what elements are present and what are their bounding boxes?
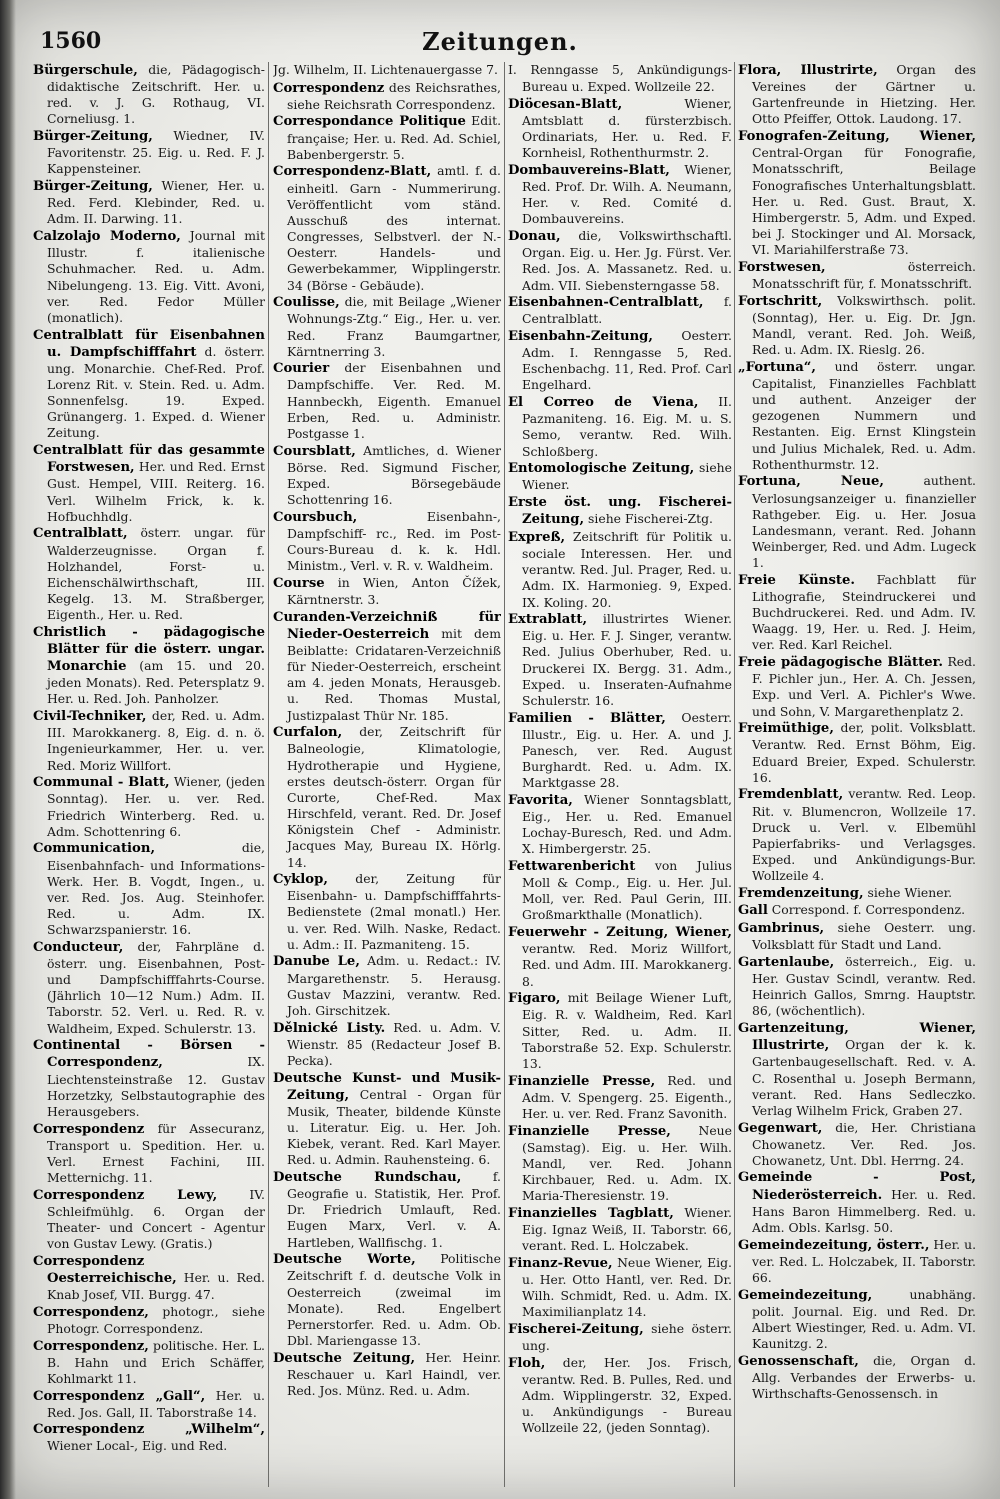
entry-text: der, Her. Jos. Frisch, verantw. Red. B. Pulles, Red. und Adm. Wipplingerstr. 32, Exped. u. Ankündigungs - Bureau Wollzeile 22, (jeden Sonntag).: [522, 1354, 732, 1436]
directory-entry: [33, 178, 265, 227]
entry-text: Jg. Wilhelm, II. Lichtenauergasse 7.: [273, 62, 498, 77]
entry-title: Gambrinus,: [738, 921, 825, 937]
entry-text: die, Pädagogisch-didaktische Zeitschrift. Her. u. red. v. J. G. Rothaug, VI. Corneliusg. 1.: [47, 62, 265, 127]
entry-title: Dělnické Listy.: [273, 1020, 386, 1036]
entry-title: Correspondenz: [273, 80, 385, 96]
entry-title: Correspondenz: [33, 1121, 145, 1137]
directory-entry: [738, 1169, 976, 1236]
directory-entry: [508, 710, 732, 792]
directory-entry: [738, 786, 976, 884]
entry-title: Calzolajo Moderno,: [33, 229, 181, 245]
entry-title: Dombauvereins-Blatt,: [508, 162, 670, 178]
entry-title: Curfalon,: [273, 725, 343, 741]
column-3: [508, 62, 732, 1492]
directory-entry: [273, 1169, 501, 1251]
directory-entry: [273, 1070, 501, 1169]
entry-title: Finanzielle Presse,: [508, 1123, 671, 1139]
entry-title: Centralblatt,: [33, 526, 128, 542]
entry-title: Fremdenblatt,: [738, 787, 844, 803]
entry-title: Coulisse,: [273, 295, 340, 311]
entry-text: politische. Her. L. B. Hahn und Erich Schäffer, Kohlmarkt 11.: [47, 1337, 265, 1386]
entry-text: Wiedner, IV. Favoritenstr. 25. Eig. u. Red. F. J. Kappensteiner.: [47, 128, 265, 177]
directory-entry: [508, 1321, 732, 1354]
entry-title: Finanzielle Presse,: [508, 1073, 656, 1089]
directory-entry: [738, 902, 976, 919]
entry-title: Diöcesan-Blatt,: [508, 96, 623, 112]
entry-text: Fachblatt für Lithografie, Steindruckerei und Buchdruckerei. Red. und Adm. IV. Waagg. 19, Her. u. Red. J. Heim, ver. Red. Karl Reichel.: [752, 571, 976, 653]
entry-title: Correspondenz „Wilhelm“,: [33, 1422, 265, 1438]
entry-text: Central - Organ für Musik, Theater, bildende Künste u. Literatur. Eig. u. Her. Joh. Kiebek, verant. Red. Karl Mayer. Red. u. Admin. Rauhensteing. 6.: [287, 1086, 501, 1168]
entry-text: für Assecuranz, Transport u. Spedition. Her. u. Verl. Ernest Fachini, III. Metternichg. 11.: [47, 1120, 265, 1185]
entry-title: Figaro,: [508, 991, 561, 1007]
directory-entry: [273, 360, 501, 442]
entry-text: Wiener, Red. Prof. Dr. Wilh. A. Neumann, Her. v. Red. Comité d. Dombauvereins.: [522, 161, 732, 227]
entry-text: Neue (Samstag). Eig. u. Her. Wilh. Mandl, ver. Red. Johann Kirchbauer, Red. u. Adm. IX. Maria-Theresienstr. 19.: [522, 1122, 732, 1204]
column-1: [33, 62, 265, 1492]
entry-title: Gemeindezeitung, österr.,: [738, 1237, 930, 1253]
entry-title: Favorita,: [508, 792, 573, 808]
directory-entry: [508, 529, 732, 611]
entry-title: Correspondenz-Blatt,: [273, 164, 432, 180]
column-2: [273, 62, 501, 1492]
directory-entry: [508, 228, 732, 294]
directory-entry: [33, 442, 265, 525]
directory-entry: [738, 128, 976, 258]
entry-title: Coursbuch,: [273, 509, 358, 525]
entry-title: Erste öst. ung. Fischerei-Zeitung,: [508, 495, 732, 528]
directory-entry: [508, 1355, 732, 1437]
entry-text: IV. Schleifmühlg. 6. Organ der Theater- und Concert - Agentur von Gustav Lewy. (Gratis.): [47, 1186, 265, 1252]
entry-title: Bürger-Zeitung,: [33, 129, 153, 145]
entry-text: Her. und Red. Ernst Gust. Hempel, VIII. Reiterg. 16. Verl. Wilhelm Frick, k. k. Hofbuchhdlg.: [47, 459, 265, 524]
entry-title: Continental - Börsen - Correspondenz,: [33, 1038, 265, 1071]
directory-entry: [508, 494, 732, 528]
entry-title: Courier: [273, 361, 330, 377]
entry-text: I. Renngasse 5, Ankündigungs-Bureau u. Exped. Wollzeile 22.: [508, 62, 732, 95]
directory-entry: [273, 953, 501, 1019]
entry-text: IX. Liechtensteinstraße 12. Gustav Horzetzky, Selbstautographie des Herausgebers.: [47, 1054, 265, 1119]
directory-entry: [33, 624, 265, 708]
entry-text: der, Fahrpläne d. österr. ung. Eisenbahnen, Post- und Dampfschifffahrts-Course. (Jährlich 10—12 Num.) Adm. II. Taborstr. 52. Verl. u. Red. R. v. Waldheim, Exped. Schulerstr. 13.: [47, 938, 265, 1036]
entry-text: Edit. française; Her. u. Red. Ad. Schiel, Babenbergerstr. 5.: [287, 113, 501, 162]
entry-text: Central-Organ für Fonografie, Monatsschrift, Beilage Fonografisches Unterhaltungsblatt. Her. u. Red. Gust. Braut, X. Himbergerstr. 5, Adm. und Exped. bei J. Stockinger und Al. Morsack, VI. Mariahilferstraße 73.: [752, 145, 976, 258]
directory-entry: [33, 840, 265, 938]
entry-text: und österr. ungar. Capitalist, Finanzielles Fachblatt und authent. Anzeiger der gezogenen Nummern und Restanten. Eig. Ernst Klingstein und Julius Michalek, Red. u. Adm. Rothenthurmstr. 12.: [752, 358, 976, 472]
entry-text: f. Centralblatt.: [522, 294, 732, 327]
entry-text: f. Geografie u. Statistik, Her. Prof. Dr. Friedrich Umlauft, Red. Eugen Marx, Verl. v. A. Hartleben, Wallfischg. 1.: [287, 1168, 501, 1250]
entry-title: Civil-Techniker,: [33, 709, 147, 725]
entry-title: Fettwarenbericht: [508, 859, 636, 874]
directory-entry: [738, 473, 976, 571]
entry-text: die, Eisenbahnfach- und Informations-Werk. Her. B. Vogdt, Ingen., u. ver. Red. Jos. Aug. Steinhofer. Red. u. Adm. IX. Schwarzspanierstr. 16.: [47, 840, 265, 938]
entry-text: verantw. Red. Moriz Willfort, Red. und Adm. III. Marokkanerg. 8.: [522, 941, 732, 989]
entry-title: Forstwesen,: [738, 259, 826, 275]
entry-title: Fortschritt,: [738, 293, 823, 309]
directory-entry: [33, 525, 265, 623]
directory-entry: [508, 1255, 732, 1321]
entry-text: verantw. Red. Leop. Rit. v. Blumencron, Wollzeile 17. Druck u. Verl. v. Elbemühl Papierfabriks- und Verlagsges. Exped. und Ankündigungs-Bur. Wollzeile 4.: [752, 786, 976, 884]
entry-text: d. österr. ung. Monarchie. Chef-Red. Prof. Lorenz Rit. v. Stein. Red. u. Adm. Sonnenfelsg. 19. Exped. Grünangerg. 1. Exped. d. Wiener Zeitung.: [47, 343, 265, 441]
entry-title: Gartenlaube,: [738, 954, 835, 970]
entry-text: Organ der k. k. Gartenbaugesellschaft. Red. v. A. C. Rosenthal u. Joseph Bermann, verant. Red. Hans Sedleczko. Verlag Wilhelm Frick, Graben 27.: [752, 1037, 976, 1118]
entry-text: photogr., siehe Photogr. Correspondenz.: [47, 1303, 265, 1336]
entry-text: von Julius Moll & Comp., Eig. u. Her. Jul. Moll, ver. Red. Paul Gerin, III. Großmarkthalle (Monatlich).: [522, 858, 732, 923]
entry-title: Correspondance Politique: [273, 114, 466, 130]
entry-title: Deutsche Rundschau,: [273, 1169, 462, 1185]
entry-title: Deutsche Worte,: [273, 1252, 416, 1268]
directory-entry: [508, 96, 732, 162]
directory-entry: [273, 443, 501, 509]
entry-text: Wiener, Amtsblatt d. fürsterzbisch. Ordinariats, Her. u. Red. F. Kornheisl, Rothenthurmstr. 2.: [522, 95, 732, 161]
entry-text: die, Her. Christiana Chowanetz. Ver. Red. Jos. Chowanetz, Unt. Dbl. Herrng. 24.: [752, 1119, 976, 1168]
directory-entry: [508, 1205, 732, 1254]
entry-text: (am 15. und 20. jeden Monats). Red. Petersplatz 9. Her. u. Red. Joh. Panholzer.: [47, 658, 265, 707]
entry-text: des Reichsrathes, siehe Reichsrath Correspondenz.: [287, 79, 501, 112]
directory-entry: [738, 920, 976, 953]
entry-title: Gemeindezeitung,: [738, 1287, 873, 1303]
entry-title: Floh,: [508, 1355, 546, 1371]
entry-text: Red. u. Adm. V. Wienstr. 85 (Redacteur Josef B. Pecka).: [287, 1019, 501, 1068]
entry-title: Bürger-Zeitung,: [33, 179, 153, 195]
entry-text: Adm. u. Redact.: IV. Margarethenstr. 5. Herausg. Gustav Mazzini, verantw. Red. Joh. Girschitzek.: [287, 953, 501, 1018]
entry-text: Red. und Adm. V. Spengerg. 25. Eigenth., Her. u. ver. Red. Franz Savonith.: [522, 1072, 732, 1121]
page-title: Zeitungen.: [422, 27, 578, 56]
entry-title: Gall: [738, 903, 768, 919]
directory-entry: [273, 294, 501, 360]
directory-entry: [508, 394, 732, 460]
entry-title: Finanzielles Tagblatt,: [508, 1205, 674, 1221]
entry-text: II. Pazmaniteng. 16. Eig. M. u. S. Semo, verantw. Red. Wilh. Schloßberg.: [522, 394, 732, 459]
entry-title: Christlich - pädagogische Blätter für die österr. ungar. Monarchie: [33, 624, 265, 675]
entry-text: österreich. Monatsschrift für, f. Monatsschrift.: [752, 258, 976, 292]
entry-text: Her. Heinr. Reschauer u. Karl Haindl, ver. Red. Jos. Münz. Red. u. Adm.: [287, 1349, 501, 1398]
entry-title: Expreß,: [508, 529, 566, 545]
directory-entry: [33, 62, 265, 128]
directory-entry: [508, 924, 732, 990]
directory-entry: [33, 1187, 265, 1253]
entry-title: Correspondenz,: [33, 1338, 149, 1354]
directory-entry: [273, 1251, 501, 1349]
directory-entry: [33, 1121, 265, 1187]
directory-entry: [33, 1037, 265, 1120]
directory-entry: [273, 575, 501, 608]
directory-entry: [738, 1120, 976, 1169]
entry-text: Volkswirthsch. polit. (Sonntag), Her. u. Eig. Dr. Jgn. Mandl, verant. Red. Joh. Weiß, Red. u. Adm. IX. Rieslg. 26.: [752, 292, 976, 358]
entry-title: Curanden-Verzeichniß für Nieder-Oesterreich: [273, 609, 501, 642]
entry-title: Correspondenz „Gall“,: [33, 1388, 206, 1404]
directory-entry: [738, 1287, 976, 1353]
entry-text: Wiener Local-, Eig. und Red.: [47, 1438, 228, 1454]
directory-entry: [508, 858, 732, 924]
directory-entry: [508, 1123, 732, 1205]
directory-entry: [738, 954, 976, 1020]
entry-text: Oesterr. Illustr., Eig. u. Her. A. und J. Panesch, ver. Red. August Burghardt. Red. u. Adm. IX. Marktgasse 28.: [522, 709, 732, 791]
entry-text: Red. F. Pichler jun., Her. A. Ch. Jessen, Exp. und Verl. A. Pichler's Wwe. und Sohn, V. Margarethenplatz 2.: [752, 654, 976, 719]
entry-text: Wiener, Her. u. Red. Ferd. Klebinder, Red. u. Adm. II. Darwing. 11.: [47, 178, 265, 227]
entry-text: der, Zeitschrift für Balneologie, Klimatologie, Hydrotherapie und Hygiene, erstes deutsch-österr. Organ für Curorte, Chef-Red. Max Hirschfeld, verant. Red. Dr. Josef Königstein Chef - Administr. Jacques May, Bureau IX. Hörlg. 14.: [287, 724, 501, 870]
entry-title: Course: [273, 575, 325, 591]
directory-entry: [33, 1304, 265, 1337]
entry-text: siehe österr. ung.: [522, 1320, 732, 1354]
column-4: [738, 62, 976, 1492]
directory-entry: [33, 774, 265, 840]
entry-text: der, polit. Volksblatt. Verantw. Red. Ernst Böhm, Eig. Eduard Breier, Exped. Schulerstr. 16.: [752, 720, 976, 785]
directory-entry: [33, 939, 265, 1037]
entry-title: Finanz-Revue,: [508, 1255, 613, 1271]
directory-entry: [738, 1353, 976, 1402]
entry-text: Eisenbahn-, Dampfschiff- rc., Red. im Post-Cours-Bureau d. k. k. Hdl. Ministm., Verl. v. R. v. Waldheim.: [287, 508, 501, 574]
entry-title: Fischerei-Zeitung,: [508, 1321, 644, 1337]
entry-title: Danube Le,: [273, 954, 360, 970]
entry-title: Freie pädagogische Blätter.: [738, 655, 943, 671]
entry-text: illustrirtes Wiener. Eig. u. Her. F. J. Singer, verantw. Red. Julius Oberhuber, Red. u. Druckerei IX. Bergg. 31. Adm., Exped. u. Inseraten-Aufnahme Schulerstr. 16.: [522, 611, 732, 708]
entry-text: mit dem Beiblatte: Cridataren-Verzeichniß für Nieder-Oesterreich, erscheint am 4. jeden Monats, Herausgeb. u. Red. Thomas Mustal, Justizpalast Thür Nr. 185.: [287, 625, 501, 723]
entry-title: Correspondenz Oesterreichische,: [33, 1253, 177, 1286]
entry-title: Deutsche Zeitung,: [273, 1350, 416, 1366]
directory-entry: [273, 113, 501, 162]
directory-entry: [738, 654, 976, 720]
directory-entry: [508, 162, 732, 228]
entry-title: El Correo de Viena,: [508, 395, 699, 411]
page-number: 1560: [40, 28, 102, 54]
entry-text: Her. u. Red. Hans Baron Himmelberg. Red. u. Adm. Obls. Karlsg. 50.: [752, 1186, 976, 1235]
entry-title: Entomologische Zeitung,: [508, 461, 695, 477]
entry-text: Organ des Vereines der Gärtner u. Gartenfreunde in Hietzing. Her. Otto Pfeiffer, Ottok. Laudong. 17.: [752, 62, 976, 127]
entry-title: Cyklop,: [273, 872, 328, 888]
directory-entry: [738, 720, 976, 786]
entry-text: die, mit Beilage „Wiener Wohnungs-Ztg.“ Eig., Her. u. ver. Red. Franz Baumgartner, Kärntnerring 3.: [287, 294, 501, 359]
entry-title: Fortuna, Neue,: [738, 474, 884, 490]
directory-entry: [273, 509, 501, 575]
entry-text: Wiener, (jeden Sonntag). Her. u. ver. Red. Friedrich Winterberg. Red. u. Adm. Schottenring 6.: [47, 774, 265, 839]
directory-entry: [738, 259, 976, 292]
entry-title: Freimüthige,: [738, 721, 834, 737]
directory-entry: [738, 1237, 976, 1286]
directory-entry: [33, 1338, 265, 1387]
entry-text: Zeitschrift für Politik u. sociale Interessen. Her. und verantw. Red. Jul. Prager, Red. u. Adm. IX. Harmonieg. 9, Exped. IX. Koling. 20.: [522, 528, 732, 610]
directory-entry: [273, 609, 501, 724]
entry-text: der, Zeitung für Eisenbahn- u. Dampfschifffahrts-Bedienstete (2mal monatl.) Her. u. ver. Red. Wilh. Naske, Redact. u. Adm.: II. Pazmaniteng. 15.: [287, 871, 501, 952]
entry-text: authent. Verlosungsanzeiger u. finanzieller Rathgeber. Eig. u. Her. Josua Landesmann, verant. Red. Johann Weinberger, Red. und Adm. Lugeck 1.: [752, 473, 976, 571]
entry-title: Flora, Illustrirte,: [738, 63, 878, 78]
directory-entry: [508, 62, 732, 95]
entry-title: Communal - Blatt,: [33, 775, 170, 791]
entry-text: Her. u. ver. Red. L. Holczabek, II. Taborstr. 66.: [752, 1236, 976, 1285]
entry-text: siehe Oesterr. ung. Volksblatt für Stadt und Land.: [752, 920, 976, 953]
directory-entry: [738, 1020, 976, 1119]
directory-entry: [738, 62, 976, 128]
column-divider: [734, 62, 735, 1487]
entry-text: siehe Wiener.: [522, 460, 732, 493]
entry-title: Bürgerschule,: [33, 63, 138, 78]
entry-text: in Wien, Anton Čížek, Kärntnerstr. 3.: [287, 574, 501, 607]
directory-entry: [273, 871, 501, 953]
entry-title: „Fortuna“,: [738, 359, 816, 375]
entry-title: Familien - Blätter,: [508, 710, 666, 726]
entry-title: Correspondenz,: [33, 1304, 149, 1320]
entry-text: Her. u. Red. Knab Josef, VII. Burgg. 47.: [47, 1269, 265, 1303]
entry-title: Genossenschaft,: [738, 1353, 859, 1369]
directory-entry: [33, 1253, 265, 1303]
entry-text: unabhäng. polit. Journal. Eig. und Red. Dr. Albert Wiestinger, Red. u. Adm. VI. Kaunitzg. 2.: [752, 1286, 976, 1352]
entry-text: Politische Zeitschrift f. d. deutsche Volk in Oesterreich (zweimal im Monate). Red. Engelbert Pernerstorfer. Red. u. Adm. Ob. Dbl. Mariengasse 13.: [287, 1251, 501, 1349]
entry-title: Eisenbahnen-Centralblatt,: [508, 295, 704, 311]
entry-title: Freie Künste.: [738, 572, 855, 588]
directory-entry: [508, 792, 732, 858]
directory-entry: [273, 80, 501, 113]
entry-title: Donau,: [508, 229, 561, 245]
entry-title: Centralblatt für Eisenbahnen u. Dampfschifffahrt: [33, 327, 265, 360]
entry-text: österr. ungar. für Walderzeugnisse. Organ f. Holzhandel, Forst- u. Eichenschälwirthschaft, III. Kegelg. 13. M. Straßberger, Eigenth., Her. u. Red.: [47, 525, 265, 623]
directory-entry: [273, 1020, 501, 1069]
column-divider: [504, 62, 505, 1487]
entry-title: Correspondenz Lewy,: [33, 1187, 218, 1203]
entry-text: Journal mit Illustr. f. italienische Schuhmacher. Red. u. Adm. Nibelungeng. 13. Eig. Vitt. Avoni, ver. Red. Fedor Müller (monatlich).: [47, 228, 265, 325]
directory-entry: [33, 228, 265, 326]
directory-entry: [508, 1073, 732, 1122]
entry-text: Wiener. Eig. Ignaz Weiß, II. Taborstr. 66, verant. Red. L. Holczabek.: [522, 1204, 732, 1254]
directory-entry: [33, 1388, 265, 1421]
entry-title: Extrablatt,: [508, 612, 588, 628]
page-binding-edge: [0, 0, 16, 1499]
column-divider: [268, 62, 269, 1487]
entry-text: Amtliches, d. Wiener Börse. Red. Sigmund Fischer, Exped. Börsegebäude Schottenring 16.: [287, 442, 501, 508]
entry-text: siehe Wiener.: [863, 884, 953, 900]
entry-title: Eisenbahn-Zeitung,: [508, 329, 653, 344]
directory-entry: [508, 990, 732, 1072]
entry-title: Gemeinde - Post, Niederösterreich.: [738, 1170, 976, 1203]
directory-entry: [738, 293, 976, 359]
directory-entry: [273, 62, 501, 79]
directory-entry: [33, 1421, 265, 1454]
entry-title: Fonografen-Zeitung, Wiener,: [738, 129, 976, 145]
directory-entry: [738, 359, 976, 473]
directory-entry: [33, 128, 265, 177]
entry-text: die, Organ d. Allg. Verbandes der Erwerbs- u. Wirthschafts-Genossensch. in: [752, 1352, 976, 1401]
entry-text: Neue Wiener, Eig. u. Her. Otto Hantl, ver. Red. Dr. Wilh. Schmidt, Red. u. Adm. IX. Maximilianplatz 14.: [522, 1254, 732, 1320]
entry-text: mit Beilage Wiener Luft, Eig. R. v. Waldheim, Red. Karl Sitter, Red. u. Adm. II. Taborstraße 52. Exp. Schulerstr. 13.: [522, 990, 732, 1071]
entry-text: Correspond. f. Correspondenz.: [767, 902, 966, 918]
entry-title: Gegenwart,: [738, 1120, 823, 1136]
entry-title: Centralblatt für das gesammte Forstwesen,: [33, 443, 265, 476]
directory-entry: [273, 724, 501, 870]
entry-title: Feuerwehr - Zeitung, Wiener,: [508, 925, 732, 941]
entry-title: Coursblatt,: [273, 443, 356, 459]
directory-entry: [738, 885, 976, 902]
directory-entry: [508, 328, 732, 394]
directory-entry: [33, 708, 265, 774]
directory-entry: [508, 294, 732, 327]
directory-entry: [508, 460, 732, 493]
entry-text: der Eisenbahnen und Dampfschiffe. Ver. Red. M. Hannbeckh, Eigenth. Emanuel Erben, Red. u. Administr. Postgasse 1.: [287, 360, 501, 441]
directory-entry: [508, 611, 732, 709]
entry-text: Her. u. Red. Jos. Gall, II. Taborstraße 14.: [47, 1387, 265, 1420]
entry-text: siehe Fischerei-Ztg.: [584, 511, 713, 527]
entry-title: Deutsche Kunst- und Musik-Zeitung,: [273, 1070, 501, 1103]
directory-entry: [33, 327, 265, 442]
directory-entry: [738, 572, 976, 654]
entry-text: Oesterr. Adm. I. Renngasse 5, Red. Eschenbachg. 11, Red. Prof. Carl Engelhard.: [522, 328, 732, 393]
entry-title: Conducteur,: [33, 939, 124, 955]
directory-entry: [273, 163, 501, 293]
entry-text: österreich., Eig. u. Her. Gustav Scindl, verantw. Red. Heinrich Gallos, Smrng. Hauptstr. 86, (wöchentlich).: [752, 953, 976, 1019]
entry-title: Fremdenzeitung,: [738, 885, 864, 901]
entry-text: amtl. f. d. einheitl. Garn - Nummerirung. Veröffentlicht vom ständ. Ausschuß des internat. Congresses, Selbstverl. der N.-Oesterr. Handels- und Gewerbekammer, Wipplingerstr. 34 (Börse - Gebäude).: [287, 163, 501, 293]
entry-text: die, Volkswirthschaftl. Organ. Eig. u. Her. Jg. Fürst. Ver. Red. Jos. A. Massanetz. Red. u. Adm. VII. Siebensterngasse 58.: [522, 228, 732, 293]
entry-title: Communication,: [33, 841, 156, 857]
entry-text: Wiener Sonntagsblatt, Eig., Her. u. Red. Emanuel Lochay-Buresch, Red. und Adm. X. Himbergerstr. 25.: [522, 791, 732, 857]
entry-title: Gartenzeitung, Wiener, Illustrirte,: [738, 1021, 976, 1054]
entry-text: der, Red. u. Adm. III. Marokkanerg. 8, Eig. d. n. ö. Ingenieurkammer, Her. u. ver. Red. Moriz Willfort.: [47, 708, 265, 773]
directory-entry: [273, 1350, 501, 1399]
